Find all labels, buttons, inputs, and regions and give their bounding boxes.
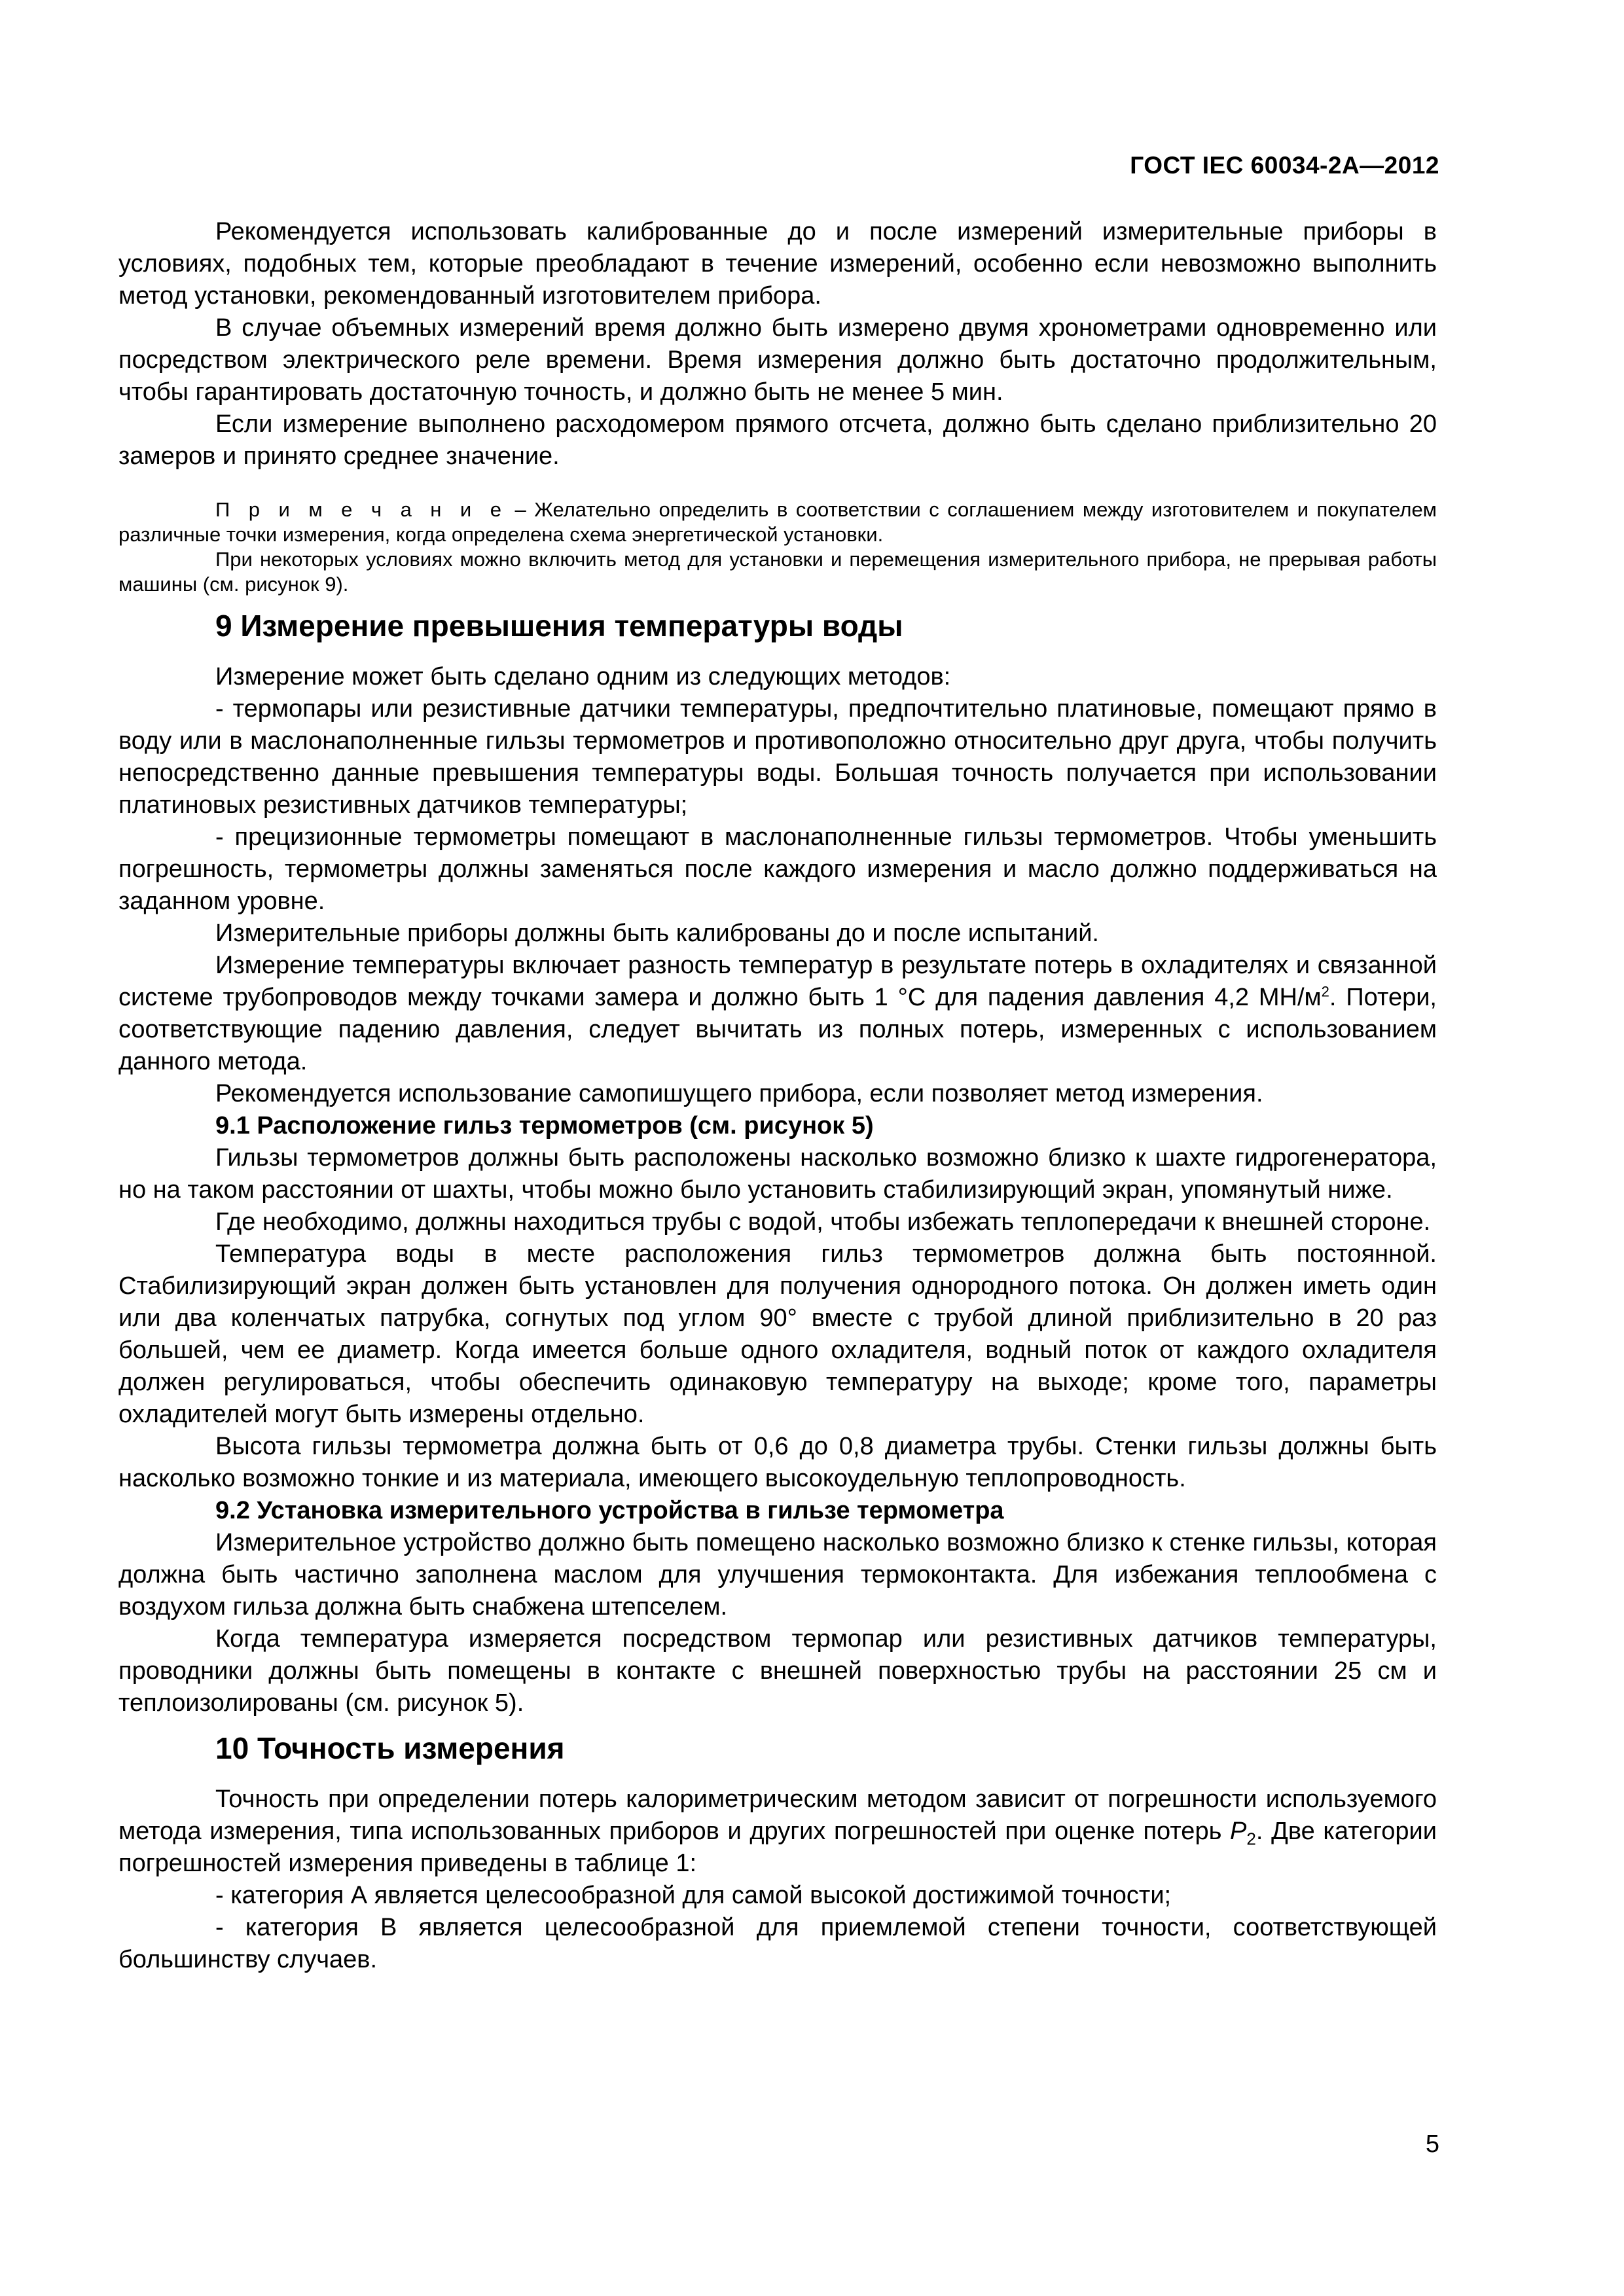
subsection-9-2-heading: 9.2 Установка измерительного устройства в гильзе термометра bbox=[215, 1497, 1004, 1524]
section-10-paragraph-2: - категория А является целесообразной для самой высокой достижимой точности; bbox=[215, 1882, 1172, 1909]
subsection-9-1-paragraph-4: Высота гильзы термометра должна быть от 0,6 до 0,8 диаметра трубы. Стенки гильзы должны быть насколько возможно тонкие и из материала, имеющего высокоудельную теплопроводность. bbox=[118, 1433, 1437, 1492]
subsection-9-1-heading: 9.1 Расположение гильз термометров (см. рисунок 5) bbox=[215, 1112, 874, 1139]
note-label: П р и м е ч а н и е bbox=[215, 498, 507, 521]
section-9-paragraph-2: - термопары или резистивные датчики температуры, предпочтительно платиновые, помещают прямо в воду или в маслонаполненные гильзы термометров и противоположно относительно друг друга, чтобы получить непосредственно данные превышения температуры воды. Большая точность получается при использовании платиновых резистивных датчиков температуры; bbox=[118, 695, 1437, 819]
section-9-paragraph-5 bbox=[118, 950, 1437, 1078]
intro-paragraph-1: Рекомендуется использовать калиброванные до и после измерений измерительные приборы в условиях, подобных тем, которые преобладают в течение измерений, особенно если невозможно выполнить метод установки, рекомендованный изготовителем прибора. bbox=[118, 218, 1437, 310]
section-10-paragraph-1-part-b: . Две категории погрешностей измерения приведены в таблице 1: bbox=[118, 1818, 1437, 1877]
intro-paragraph-3: Если измерение выполнено расходомером прямого отсчета, должно быть сделано приблизительно 20 замеров и принято среднее значение. bbox=[118, 410, 1437, 470]
section-10-paragraph-3: - категория В является целесообразной для приемлемой степени точности, соответствующей большинству случаев. bbox=[118, 1914, 1437, 1973]
subsection-9-1-paragraph-3: Температура воды в месте расположения гильз термометров должна быть постоянной. Стабилизирующий экран должен быть установлен для получения однородного потока. Он должен иметь один или два коленчатых патрубка, согнутых под углом 90° вместе с трубой длиной приблизительно в 20 раз большей, чем ее диаметр. Когда имеется больше одного охладителя, водный поток от каждого охладителя должен регулироваться, чтобы обеспечить одинаковую температуру на выходе; кроме того, параметры охладителей могут быть измерены отдельно. bbox=[118, 1240, 1437, 1428]
subsection-9-1-paragraph-2: Где необходимо, должны находиться трубы с водой, чтобы избежать теплопередачи к внешней стороне. bbox=[215, 1208, 1431, 1236]
section-9-paragraph-6: Рекомендуется использование самопишущего прибора, если позволяет метод измерения. bbox=[215, 1080, 1263, 1107]
note-paragraph-1 bbox=[118, 497, 1437, 547]
section-9-heading: 9 Измерение превышения температуры воды bbox=[215, 609, 903, 643]
section-9-paragraph-1: Измерение может быть сделано одним из следующих методов: bbox=[215, 663, 951, 691]
subsection-9-2-paragraph-2: Когда температура измеряется посредством термопар или резистивных датчиков температуры, проводники должны быть помещены в контакте с внешней поверхностью трубы на расстоянии 25 см и теплоизолированы (см. рисунок 5). bbox=[118, 1625, 1437, 1717]
section-10-heading: 10 Точность измерения bbox=[215, 1731, 565, 1765]
section-10-paragraph-1 bbox=[118, 1784, 1437, 1880]
section-10-paragraph-1-part-a: Точность при определении потерь калориметрическим методом зависит от погрешности используемого метода измерения, типа использованных приборов и других погрешностей при оценке потерь bbox=[118, 1785, 1437, 1845]
note-paragraph-2: При некоторых условиях можно включить метод для установки и перемещения измерительного прибора, не прерывая работы машины (см. рисунок 9). bbox=[118, 548, 1437, 596]
unit-exponent: 2 bbox=[1321, 983, 1329, 1000]
loss-symbol-subscript: 2 bbox=[1246, 1829, 1256, 1849]
loss-symbol: P bbox=[1230, 1818, 1247, 1845]
section-9-paragraph-4: Измерительные приборы должны быть калиброваны до и после испытаний. bbox=[215, 920, 1099, 947]
subsection-9-2-paragraph-1: Измерительное устройство должно быть помещено насколько возможно близко к стенке гильзы, которая должна быть частично заполнена маслом для улучшения термоконтакта. Для избежания теплообмена с воздухом гильза должна быть снабжена штепселем. bbox=[118, 1529, 1437, 1621]
section-9-paragraph-3: - прецизионные термометры помещают в маслонаполненные гильзы термометров. Чтобы уменьшить погрешность, термометры должны заменяться после каждого измерения и масло должно поддерживаться на заданном уровне. bbox=[118, 823, 1437, 915]
intro-paragraph-2: В случае объемных измерений время должно быть измерено двумя хронометрами одновременно или посредством электрического реле времени. Время измерения должно быть достаточно продолжительным, чтобы гарантировать достаточную точность, и должно быть не менее 5 мин. bbox=[118, 314, 1437, 406]
page-number: 5 bbox=[1425, 2130, 1439, 2158]
section-9-paragraph-5-part-b: . Потери, соответствующие падению давления, следует вычитать из полных потерь, измеренных с использованием данного метода. bbox=[118, 984, 1437, 1075]
page-body bbox=[118, 216, 1437, 1976]
section-9-paragraph-5-part-a: Измерение температуры включает разность температур в результате потерь в охладителях и связанной системе трубопроводов между точками замера и должно быть 1 °С для падения давления 4,2 МН/м bbox=[118, 952, 1437, 1011]
subsection-9-1-paragraph-1: Гильзы термометров должны быть расположены насколько возможно близко к шахте гидрогенератора, но на таком расстоянии от шахты, чтобы можно было установить стабилизирующий экран, упомянутый ниже. bbox=[118, 1144, 1437, 1204]
standard-code: ГОСТ IEC 60034-2A—2012 bbox=[1130, 152, 1439, 179]
note-text-1: – Желательно определить в соответствии с соглашением между изготовителем и покупателем различные точки измерения, когда определена схема энергетической установки. bbox=[118, 498, 1437, 546]
